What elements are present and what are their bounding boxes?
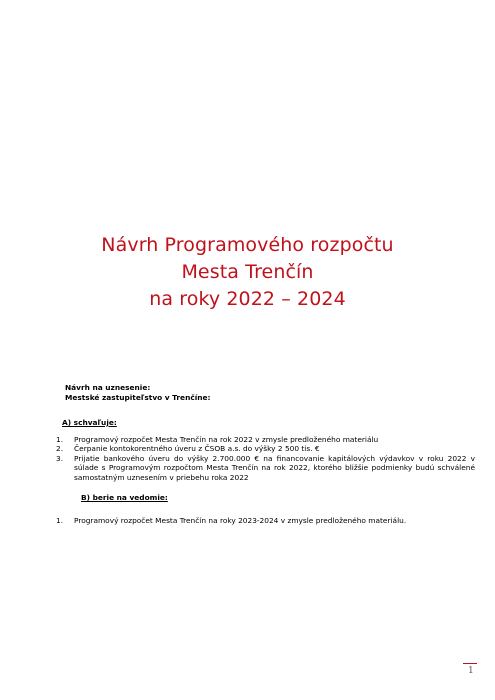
list-item [56, 516, 406, 525]
section-b-heading: B) berie na vedomie: [81, 493, 168, 502]
document-title [0, 232, 495, 313]
list-item-text: Čerpanie kontokorentného úveru z ČSOB a.s. do výšky 2 500 tis. € [74, 444, 320, 454]
list-item-text: Programový rozpočet Mesta Trenčín na rok 2022 v zmysle predloženého materiálu [74, 435, 379, 444]
list-item-number: 1. [56, 516, 64, 525]
note-list [56, 516, 406, 525]
list-item [56, 435, 475, 444]
section-a-heading: A) schvaľuje: [62, 418, 117, 427]
list-item [56, 454, 475, 482]
list-item-number: 2. [56, 444, 64, 454]
proposal-label: Návrh na uznesenie: [65, 383, 151, 392]
list-item-number: 3. [56, 453, 64, 463]
list-item-text: Programový rozpočet Mesta Trenčín na roky 2023-2024 v zmysle predloženého materiálu. [74, 516, 407, 525]
title-line-2: Mesta Trenčín [181, 261, 314, 283]
list-item-number: 1. [56, 435, 64, 444]
list-item [56, 444, 475, 453]
approve-list [56, 435, 475, 482]
title-line-1: Návrh Programového rozpočtu [101, 234, 394, 256]
page-number: 1 [468, 666, 474, 676]
council-heading: Mestské zastupiteľstvo v Trenčíne: [65, 393, 211, 402]
list-item-text: Prijatie bankového úveru do výšky 2.700.000 € na financovanie kapitálových výdavkov v roku 2022 v súlade s Programovým rozpočtom Mesta Trenčín na rok 2022, ktorého bližšie podmienky budú schválené samostatným uznesením v priebehu roka 2022 [74, 453, 475, 482]
footer-rule [463, 663, 477, 664]
title-line-3: na roky 2022 – 2024 [149, 288, 346, 310]
